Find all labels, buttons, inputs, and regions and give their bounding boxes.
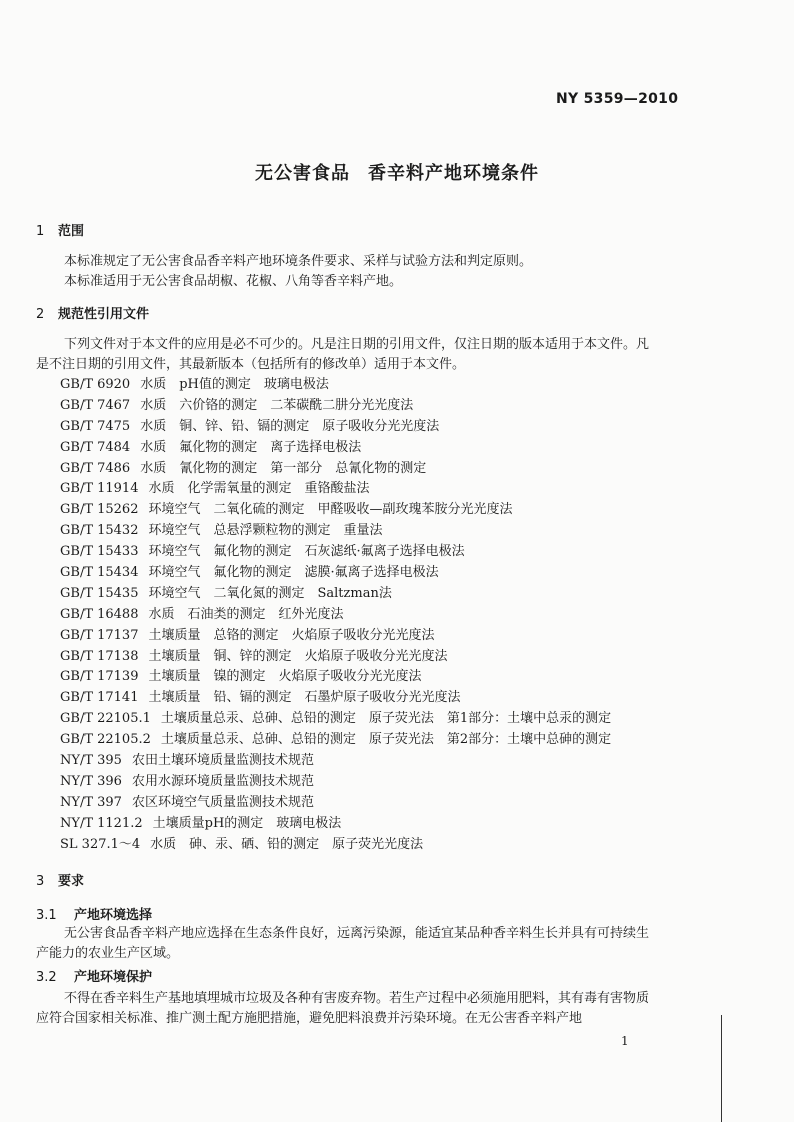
reference-item xyxy=(60,835,660,856)
reference-title: 水质 六价铬的测定 二苯碳酰二肼分光光度法 xyxy=(140,397,414,413)
subsection-number: 3.1 xyxy=(36,908,57,923)
reference-code: GB/T 22105.1 xyxy=(60,711,151,727)
reference-code: GB/T 11914 xyxy=(60,481,139,497)
reference-title: 土壤质量 铜、锌的测定 火焰原子吸收分光光度法 xyxy=(148,648,448,664)
reference-title: 环境空气 氟化物的测定 滤膜·氟离子选择电极法 xyxy=(148,565,439,581)
reference-title: 土壤质量 总铬的测定 火焰原子吸收分光光度法 xyxy=(148,627,435,643)
reference-title: 环境空气 总悬浮颗粒物的测定 重量法 xyxy=(148,523,383,539)
reference-code: GB/T 17137 xyxy=(60,627,139,643)
title-part-1: 无公害食品 xyxy=(255,163,350,184)
reference-code: SL 327.1～4 xyxy=(60,836,141,852)
reference-title: 土壤质量 铅、镉的测定 石墨炉原子吸收分光光度法 xyxy=(148,690,461,706)
section-3-2-text: 不得在香辛料生产基地填埋城市垃圾及各种有害废弃物。若生产过程中必须施用肥料，其有毒有害物质应符合国家相关标准、推广测土配方施肥措施，避免肥料浪费并污染环境。在无公害香辛料产地 xyxy=(36,991,650,1026)
reference-item xyxy=(60,396,660,417)
reference-item xyxy=(60,772,660,793)
section-title: 规范性引用文件 xyxy=(58,307,150,322)
scope-paragraph-2: 本标准适用于无公害食品胡椒、花椒、八角等香辛料产地。 xyxy=(64,274,403,289)
reference-item xyxy=(60,542,660,563)
reference-code: GB/T 7475 xyxy=(60,418,131,434)
reference-title: 水质 石油类的测定 红外光度法 xyxy=(148,606,344,622)
reference-item xyxy=(60,563,660,584)
reference-title: 环境空气 二氧化氮的测定 Saltzman法 xyxy=(148,585,392,601)
reference-item xyxy=(60,479,660,500)
title-part-2: 香辛料产地环境条件 xyxy=(368,163,539,184)
section-2-heading xyxy=(36,303,149,322)
section-3-2-heading xyxy=(36,966,152,985)
reference-code: NY/T 1121.2 xyxy=(60,815,143,831)
reference-title: 土壤质量总汞、总砷、总铅的测定 原子荧光法 第2部分：土壤中总砷的测定 xyxy=(160,732,612,748)
reference-code: GB/T 7486 xyxy=(60,460,131,476)
reference-item xyxy=(60,438,660,459)
section-title: 要求 xyxy=(58,874,85,889)
reference-code: GB/T 7484 xyxy=(60,439,131,455)
reference-title: 农用水源环境质量监测技术规范 xyxy=(131,773,314,789)
reference-item xyxy=(60,417,660,438)
reference-list xyxy=(60,375,660,855)
reference-code: GB/T 17138 xyxy=(60,648,139,664)
reference-item xyxy=(60,647,660,668)
reference-title: 环境空气 氟化物的测定 石灰滤纸·氟离子选择电极法 xyxy=(148,544,465,560)
reference-item xyxy=(60,605,660,626)
subsection-title: 产地环境保护 xyxy=(74,970,153,985)
section-number: 2 xyxy=(36,307,45,322)
subsection-number: 3.2 xyxy=(36,970,57,985)
reference-title: 水质 化学需氧量的测定 重铬酸盐法 xyxy=(148,481,370,497)
reference-code: GB/T 6920 xyxy=(60,377,131,392)
reference-code: GB/T 15433 xyxy=(60,544,139,560)
section-1-heading xyxy=(36,220,84,239)
reference-item xyxy=(60,730,660,751)
reference-item xyxy=(60,626,660,647)
section-3-1-heading xyxy=(36,904,152,923)
reference-item xyxy=(60,751,660,772)
reference-title: 水质 砷、汞、硒、铅的测定 原子荧光光度法 xyxy=(150,836,424,852)
reference-title: 水质 铜、锌、铅、镉的测定 原子吸收分光光度法 xyxy=(140,418,440,434)
refs-intro: 下列文件对于本文件的应用是必不可少的。凡是注日期的引用文件，仅注日期的版本适用于本文件。凡是不注日期的引用文件，其最新版本（包括所有的修改单）适用于本文件。 xyxy=(36,337,650,372)
reference-title: 土壤质量 镍的测定 火焰原子吸收分光光度法 xyxy=(148,669,422,685)
document-title xyxy=(0,159,794,185)
section-number: 3 xyxy=(36,874,45,889)
reference-code: GB/T 15432 xyxy=(60,523,139,539)
standard-code: NY 5359—2010 xyxy=(556,91,679,107)
reference-item xyxy=(60,793,660,814)
reference-title: 水质 氰化物的测定 第一部分 总氰化物的测定 xyxy=(140,460,427,476)
reference-title: 农区环境空气质量监测技术规范 xyxy=(131,794,314,810)
reference-code: NY/T 397 xyxy=(60,794,122,810)
reference-title: 土壤质量总汞、总砷、总铅的测定 原子荧光法 第1部分：土壤中总汞的测定 xyxy=(160,711,612,727)
reference-item xyxy=(60,709,660,730)
reference-code: GB/T 15434 xyxy=(60,565,139,581)
page-number: 1 xyxy=(621,1034,629,1048)
reference-code: GB/T 16488 xyxy=(60,606,139,622)
reference-code: GB/T 17139 xyxy=(60,669,139,685)
reference-item xyxy=(60,375,660,396)
page-edge-line xyxy=(721,1015,722,1122)
reference-title: 农田土壤环境质量监测技术规范 xyxy=(131,753,314,769)
reference-item xyxy=(60,500,660,521)
reference-code: GB/T 15262 xyxy=(60,502,139,518)
section-title: 范围 xyxy=(58,224,85,239)
reference-code: GB/T 22105.2 xyxy=(60,732,151,748)
section-number: 1 xyxy=(36,224,45,239)
reference-item xyxy=(60,521,660,542)
reference-item xyxy=(60,584,660,605)
reference-code: NY/T 395 xyxy=(60,753,122,769)
reference-item xyxy=(60,814,660,835)
scope-paragraph-1: 本标准规定了无公害食品香辛料产地环境条件要求、采样与试验方法和判定原则。 xyxy=(64,254,533,269)
reference-title: 环境空气 二氧化硫的测定 甲醛吸收—副玫瑰苯胺分光光度法 xyxy=(148,502,513,518)
reference-title: 水质 pH值的测定 玻璃电极法 xyxy=(140,377,329,392)
reference-item xyxy=(60,667,660,688)
section-3-1-text: 无公害食品香辛料产地应选择在生态条件良好，远离污染源，能适宜某品种香辛料生长并具有可持续生产能力的农业生产区域。 xyxy=(36,926,650,961)
reference-title: 土壤质量pH的测定 玻璃电极法 xyxy=(152,815,342,831)
reference-code: GB/T 17141 xyxy=(60,690,139,706)
reference-code: GB/T 15435 xyxy=(60,585,139,601)
reference-code: NY/T 396 xyxy=(60,773,122,789)
reference-item xyxy=(60,688,660,709)
reference-item xyxy=(60,459,660,480)
subsection-title: 产地环境选择 xyxy=(74,908,153,923)
section-3-heading xyxy=(36,870,84,889)
reference-title: 水质 氟化物的测定 离子选择电极法 xyxy=(140,439,362,455)
reference-code: GB/T 7467 xyxy=(60,397,131,413)
